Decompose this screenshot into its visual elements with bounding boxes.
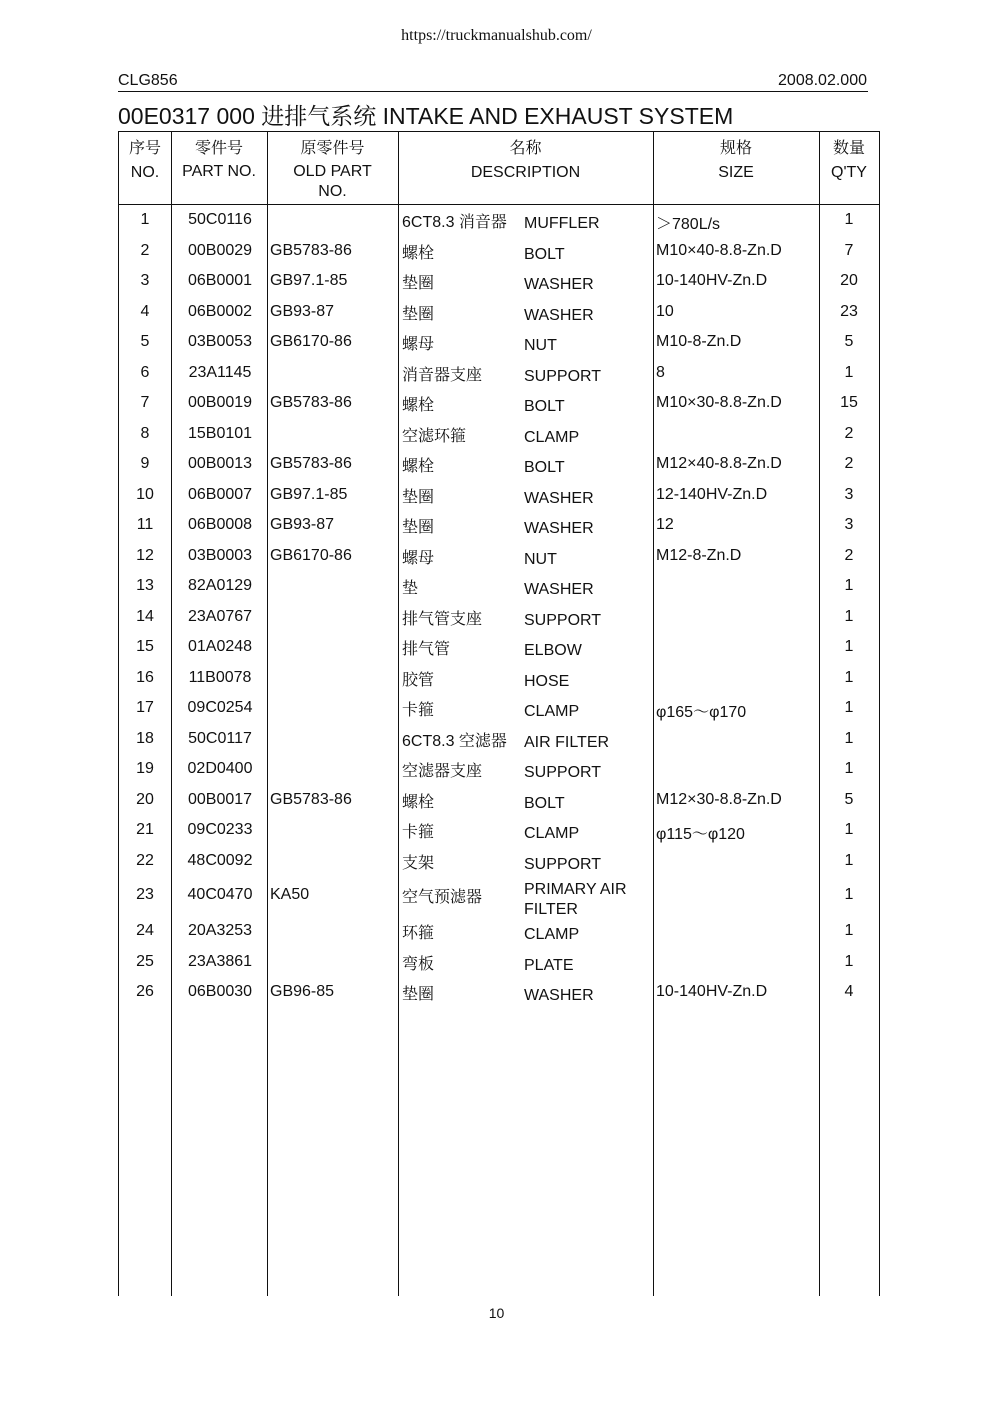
row-number: 15: [136, 638, 154, 655]
row-number: 12: [136, 547, 154, 564]
part-number: 40C0470: [187, 886, 253, 903]
description-en: CLAMP: [524, 703, 580, 720]
table-row: [119, 268, 879, 298]
page-title: 00E0317 000 进排气系统 INTAKE AND EXHAUST SYSTEM: [118, 103, 734, 129]
part-number: 00B0019: [187, 394, 253, 411]
old-part-number: GB5783-86: [270, 242, 352, 259]
quantity: 1: [844, 608, 854, 625]
row-number: 20: [136, 791, 154, 808]
old-part-number: GB5783-86: [270, 791, 352, 808]
part-number: 82A0129: [187, 577, 253, 594]
size-spec: 10-140HV-Zn.D: [656, 272, 768, 289]
size-spec: M12×40-8.8-Zn.D: [656, 455, 782, 472]
quantity: 7: [844, 242, 854, 259]
row-number: 9: [140, 455, 150, 472]
description-en: SUPPORT: [524, 764, 602, 781]
table-row: [119, 817, 879, 847]
header-part: [171, 138, 267, 182]
size-spec: ＞780L/s: [656, 216, 721, 233]
description-cn: 消音器支座: [402, 367, 483, 384]
row-number: 10: [136, 486, 154, 503]
part-number: 00B0017: [187, 791, 253, 808]
description-cn: 螺栓: [402, 794, 435, 811]
table-row: [119, 756, 879, 786]
description-en: CLAMP: [524, 926, 580, 943]
description-en: WASHER: [524, 276, 594, 293]
source-url[interactable]: https://truckmanualshub.com/: [401, 27, 592, 44]
description-cn: 垫圈: [402, 489, 435, 506]
description-cn: 环箍: [402, 925, 435, 942]
old-part-number: GB6170-86: [270, 333, 352, 350]
document-date: 2008.02.000: [778, 72, 867, 89]
part-number: 09C0254: [187, 699, 253, 716]
part-number: 50C0116: [188, 211, 252, 228]
parts-table: [118, 131, 880, 1296]
table-row: [119, 848, 879, 878]
part-number: 00B0013: [187, 455, 253, 472]
description-en: MUFFLER: [524, 215, 600, 232]
table-row: [119, 329, 879, 359]
size-spec: 8: [656, 364, 665, 381]
quantity: 1: [844, 730, 854, 747]
description-cn: 排气管支座: [402, 611, 483, 628]
quantity: 1: [844, 953, 854, 970]
description-cn: 螺栓: [402, 397, 435, 414]
quantity: 1: [844, 577, 854, 594]
row-number: 16: [136, 669, 154, 686]
old-part-number: KA50: [270, 886, 310, 903]
description-en: SUPPORT: [524, 612, 602, 629]
row-number: 5: [140, 333, 150, 350]
row-number: 3: [140, 272, 150, 289]
description-cn: 垫圈: [402, 275, 435, 292]
old-part-number: GB97.1-85: [270, 486, 348, 503]
table-row: [119, 726, 879, 756]
part-number: 23A3861: [187, 953, 253, 970]
part-number: 23A1145: [188, 364, 252, 381]
quantity: 1: [844, 364, 854, 381]
header-part-cn: 零件号: [194, 140, 243, 157]
row-number: 19: [136, 760, 154, 777]
quantity: 1: [844, 760, 854, 777]
description-cn: 垫: [402, 580, 419, 597]
header-no-en: NO.: [130, 164, 160, 181]
header-no-cn: 序号: [128, 140, 161, 157]
table-row: [119, 665, 879, 695]
row-number: 11: [136, 516, 154, 533]
description-cn: 空滤环箍: [402, 428, 467, 445]
part-number: 06B0008: [187, 516, 253, 533]
model-code: CLG856: [118, 72, 178, 89]
description-cn: 卡箍: [402, 824, 435, 841]
header-old-part: [267, 138, 398, 202]
quantity: 3: [844, 516, 854, 533]
description-en: CLAMP: [524, 429, 580, 446]
old-part-number: GB93-87: [270, 516, 335, 533]
header-size-en: SIZE: [718, 164, 754, 181]
table-row: [119, 918, 879, 948]
table-row: [119, 787, 879, 817]
description-en: BOLT: [524, 246, 565, 263]
quantity: 1: [844, 669, 854, 686]
description-cn: 螺栓: [402, 245, 435, 262]
table-row: [119, 360, 879, 390]
quantity: 1: [844, 211, 854, 228]
part-number: 03B0003: [187, 547, 253, 564]
part-number: 01A0248: [187, 638, 253, 655]
header-old-cn: 原零件号: [300, 140, 365, 157]
quantity: 1: [844, 699, 854, 716]
description-en: BOLT: [524, 459, 565, 476]
header-no: [119, 138, 171, 184]
header-size: [653, 138, 819, 184]
part-number: 06B0001: [187, 272, 253, 289]
description-en: BOLT: [524, 398, 565, 415]
quantity: 5: [844, 333, 854, 350]
quantity: 2: [844, 425, 854, 442]
header-description: [398, 138, 653, 184]
row-number: 23: [136, 886, 154, 903]
size-spec: 12-140HV-Zn.D: [656, 486, 768, 503]
description-en: WASHER: [524, 520, 594, 537]
header-rule: [118, 91, 868, 92]
quantity: 5: [844, 791, 854, 808]
description-cn: 螺母: [402, 336, 435, 353]
description-cn: 弯板: [402, 956, 435, 973]
description-en: SUPPORT: [524, 368, 602, 385]
description-en: BOLT: [524, 795, 565, 812]
row-number: 1: [140, 211, 150, 228]
table-row: [119, 238, 879, 268]
quantity: 4: [844, 983, 854, 1000]
old-part-number: GB5783-86: [270, 455, 352, 472]
quantity: 2: [844, 547, 854, 564]
quantity: 15: [840, 394, 858, 411]
table-row: [119, 979, 879, 1009]
table-row: [119, 421, 879, 451]
table-row: [119, 207, 879, 237]
part-number: 11B0078: [188, 669, 252, 686]
description-en: HOSE: [524, 673, 570, 690]
row-number: 7: [140, 394, 150, 411]
header-qty: [819, 138, 879, 184]
description-cn: 6CT8.3 空滤器: [402, 733, 507, 750]
table-row: [119, 695, 879, 725]
header-qty-en: Q'TY: [831, 164, 867, 181]
description-en: WASHER: [524, 987, 594, 1004]
row-number: 8: [140, 425, 150, 442]
row-number: 2: [140, 242, 150, 259]
row-number: 18: [136, 730, 154, 747]
description-en: WASHER: [524, 581, 594, 598]
part-number: 09C0233: [187, 821, 253, 838]
header-divider: [119, 204, 879, 205]
part-number: 23A0767: [187, 608, 253, 625]
description-cn: 胶管: [402, 672, 435, 689]
part-number: 06B0002: [187, 303, 253, 320]
table-row: [119, 573, 879, 603]
part-number: 50C0117: [188, 730, 252, 747]
description-en: NUT: [524, 551, 557, 568]
quantity: 1: [844, 821, 854, 838]
part-number: 02D0400: [187, 760, 253, 777]
size-spec: M12×30-8.8-Zn.D: [656, 791, 782, 808]
description-cn: 螺母: [402, 550, 435, 567]
quantity: 2: [844, 455, 854, 472]
size-spec: M10×40-8.8-Zn.D: [656, 242, 782, 259]
size-spec: φ165～φ170: [656, 704, 747, 721]
table-row: [119, 634, 879, 664]
size-spec: 10-140HV-Zn.D: [656, 983, 768, 1000]
table-row: [119, 881, 879, 918]
row-number: 14: [136, 608, 154, 625]
row-number: 25: [136, 953, 154, 970]
table-row: [119, 482, 879, 512]
part-number: 03B0053: [187, 333, 253, 350]
row-number: 21: [136, 821, 154, 838]
table-row: [119, 451, 879, 481]
size-spec: 12: [656, 516, 674, 533]
header-size-cn: 规格: [719, 140, 752, 157]
size-spec: 10: [656, 303, 674, 320]
size-spec: φ115～φ120: [656, 826, 745, 843]
table-row: [119, 390, 879, 420]
quantity: 1: [844, 638, 854, 655]
table-row: [119, 543, 879, 573]
description-en: AIR FILTER: [524, 734, 610, 751]
part-number: 00B0029: [187, 242, 253, 259]
description-cn: 卡箍: [402, 702, 435, 719]
description-en: ELBOW: [524, 642, 582, 659]
row-number: 26: [136, 983, 154, 1000]
size-spec: M10-8-Zn.D: [656, 333, 742, 350]
old-part-number: GB6170-86: [270, 547, 352, 564]
quantity: 3: [844, 486, 854, 503]
description-en: WASHER: [524, 307, 594, 324]
size-spec: M10×30-8.8-Zn.D: [656, 394, 782, 411]
old-part-number: GB93-87: [270, 303, 335, 320]
row-number: 6: [140, 364, 150, 381]
header-desc-cn: 名称: [509, 140, 542, 157]
description-en: WASHER: [524, 490, 594, 507]
description-cn: 螺栓: [402, 458, 435, 475]
description-en: PRIMARY AIR FILTER: [524, 881, 627, 918]
table-row: [119, 512, 879, 542]
row-number: 24: [136, 922, 154, 939]
part-number: 48C0092: [187, 852, 253, 869]
old-part-number: GB5783-86: [270, 394, 352, 411]
description-cn: 空滤器支座: [402, 763, 483, 780]
description-cn: 垫圈: [402, 519, 435, 536]
quantity: 1: [844, 886, 854, 903]
description-cn: 垫圈: [402, 986, 435, 1003]
description-en: SUPPORT: [524, 856, 602, 873]
part-number: 06B0007: [187, 486, 253, 503]
description-en: PLATE: [524, 957, 574, 974]
old-part-number: GB96-85: [270, 983, 335, 1000]
header-part-en: PART NO.: [182, 163, 256, 180]
size-spec: M12-8-Zn.D: [656, 547, 742, 564]
description-cn: 6CT8.3 消音器: [402, 214, 507, 231]
description-cn: 排气管: [402, 641, 451, 658]
header-old-en: OLD PART NO.: [293, 163, 372, 200]
description-cn: 支架: [402, 855, 435, 872]
part-number: 20A3253: [187, 922, 253, 939]
part-number: 15B0101: [187, 425, 253, 442]
quantity: 23: [840, 303, 858, 320]
page-number: 10: [488, 1305, 505, 1321]
header-qty-cn: 数量: [832, 140, 865, 157]
description-cn: 空气预滤器: [402, 889, 483, 906]
row-number: 17: [136, 699, 154, 716]
header-desc-en: DESCRIPTION: [470, 164, 581, 181]
old-part-number: GB97.1-85: [270, 272, 348, 289]
description-cn: 垫圈: [402, 306, 435, 323]
table-row: [119, 299, 879, 329]
row-number: 4: [140, 303, 150, 320]
description-en: CLAMP: [524, 825, 580, 842]
table-row: [119, 604, 879, 634]
quantity: 1: [844, 852, 854, 869]
description-en: NUT: [524, 337, 557, 354]
quantity: 20: [840, 272, 858, 289]
table-row: [119, 949, 879, 979]
quantity: 1: [844, 922, 854, 939]
row-number: 22: [136, 852, 154, 869]
part-number: 06B0030: [187, 983, 253, 1000]
row-number: 13: [136, 577, 154, 594]
